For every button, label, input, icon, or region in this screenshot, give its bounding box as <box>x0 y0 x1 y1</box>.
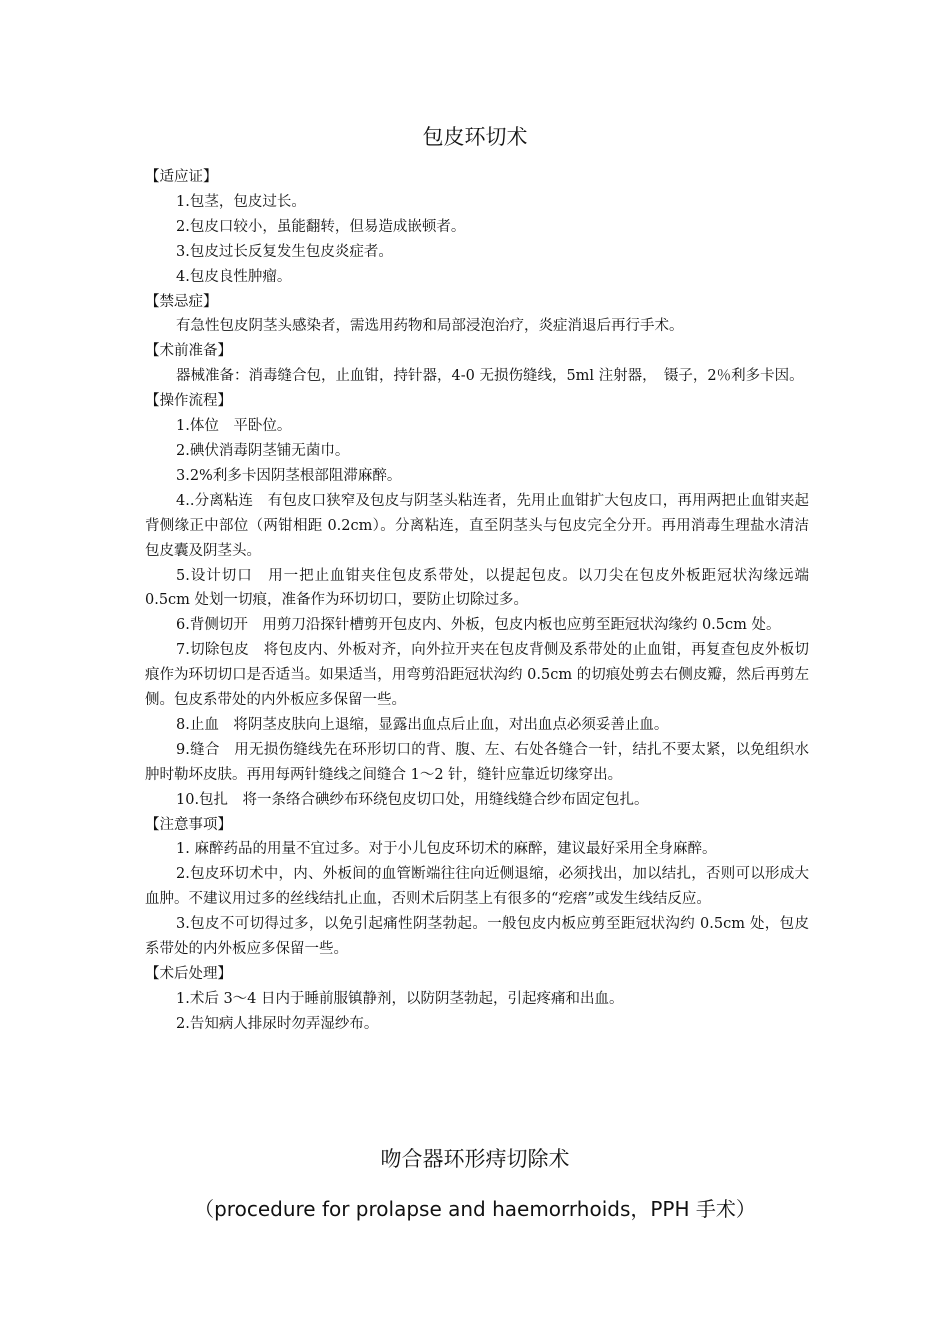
section-paragraph: 1.体位 平卧位。 <box>176 418 292 435</box>
section-paragraph: 1.术后 3～4 日内于睡前服镇静剂，以防阴茎勃起，引起疼痛和出血。 <box>176 990 624 1007</box>
section-paragraph: 6.背侧切开 用剪刀沿探针槽剪开包皮内、外板，包皮内板也应剪至距冠状沟缘约 0.5cm 处。 <box>176 617 781 634</box>
section-heading: 【术后处理】 <box>145 966 232 982</box>
section-heading: 【注意事项】 <box>145 816 232 833</box>
section-paragraph: 1. 麻醉药品的用量不宜过多。对于小儿包皮环切术的麻醉，建议最好采用全身麻醉。 <box>176 841 717 858</box>
next-section-title: 吻合器环形痔切除术 <box>380 1147 570 1171</box>
section-paragraph: 4..分离粘连 有包皮口狭窄及包皮与阴茎头粘连者，先用止血钳扩大包皮口，再用两把止血钳夹起背侧缘正中部位（两钳相距 0.2cm）。分离粘连，直至阴茎头与包皮完全分开。再用消毒生理盐水清洁包皮囊及阴茎头。 <box>145 492 809 559</box>
section-paragraph: 9.缝合 用无损伤缝线先在环形切口的背、腹、左、右处各缝合一针，结扎不要太紧，以免组织水肿时勒坏皮肤。再用每两针缝线之间缝合 1～2 针，缝针应靠近切缘穿出。 <box>145 741 809 783</box>
section-paragraph: 1.包茎，包皮过长。 <box>176 193 306 210</box>
section-heading: 【操作流程】 <box>145 393 232 410</box>
document-title: 包皮环切术 <box>422 125 528 149</box>
section-heading: 【禁忌症】 <box>145 293 218 310</box>
section-paragraph: 8.止血 将阴茎皮肤向上退缩，显露出血点后止血，对出血点必须妥善止血。 <box>176 716 669 733</box>
section-paragraph: 3.2%利多卡因阴茎根部阻滞麻醉。 <box>176 467 402 484</box>
section-paragraph: 2.告知病人排尿时勿弄湿纱布。 <box>176 1015 379 1032</box>
section-heading: 【术前准备】 <box>145 343 232 360</box>
section-paragraph: 4.包皮良性肿瘤。 <box>176 268 292 285</box>
section-paragraph: 有急性包皮阴茎头感染者，需选用药物和局部浸泡治疗，炎症消退后再行手术。 <box>176 318 684 335</box>
section-paragraph: 2.包皮环切术中，内、外板间的血管断端往往向近侧退缩，必须找出，加以结扎，否则可以形成大血肿。不建议用过多的丝线结扎止血，否则术后阴茎上有很多的“疙瘩”或发生线结反应。 <box>145 866 809 908</box>
section-paragraph: 器械准备：消毒缝合包，止血钳，持针器，4-0 无损伤缝线，5ml 注射器， 镊子，2％利多卡因。 <box>176 368 804 385</box>
section-paragraph: 2.碘伏消毒阴茎铺无菌巾。 <box>176 442 350 459</box>
section-paragraph: 10.包扎 将一条络合碘纱布环绕包皮切口处，用缝线缝合纱布固定包扎。 <box>176 791 649 808</box>
section-paragraph: 5.设计切口 用一把止血钳夹住包皮系带处，以提起包皮。以刀尖在包皮外板距冠状沟缘远端 0.5cm 处划一切痕，准备作为环切切口，要防止切除过多。 <box>145 567 809 609</box>
section-paragraph: 2.包皮口较小，虽能翻转，但易造成嵌顿者。 <box>176 218 466 235</box>
section-heading: 【适应证】 <box>145 169 218 185</box>
section-paragraph: 3.包皮过长反复发生包皮炎症者。 <box>176 243 393 260</box>
section-paragraph: 7.切除包皮 将包皮内、外板对齐，向外拉开夹在包皮背侧及系带处的止血钳，再复查包皮外板切痕作为环切切口是否适当。如果适当，用弯剪沿距冠状沟约 0.5cm 的切痕处剪去右侧皮瓣，然后再剪左侧。包皮系带处的内外板应多保留一些。 <box>145 642 809 709</box>
document-body <box>145 165 809 1037</box>
section-paragraph: 3.包皮不可切得过多，以免引起痛性阴茎勃起。一般包皮内板应剪至距冠状沟约 0.5cm 处，包皮系带处的内外板应多保留一些。 <box>145 916 809 958</box>
next-section-subtitle: （procedure for prolapse and haemorrhoids，PPH 手术） <box>194 1197 756 1221</box>
